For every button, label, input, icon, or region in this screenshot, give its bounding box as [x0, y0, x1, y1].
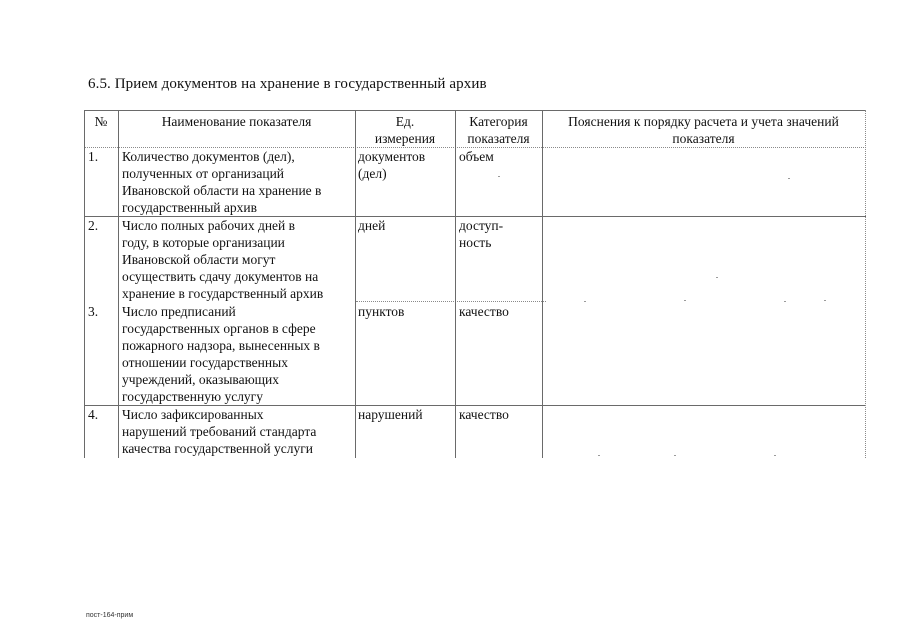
- row4-name-line: нарушений требований стандарта: [122, 424, 317, 439]
- row2-unit: [358, 217, 385, 234]
- col-name-divider: [355, 110, 356, 458]
- row1-name-line: Количество документов (дел),: [122, 149, 295, 164]
- row2-name-line: году, в которые организации: [122, 235, 285, 250]
- row3-name-line: учреждений, оказывающих: [122, 372, 280, 387]
- row2-number: 2.: [88, 218, 99, 233]
- row2-name: [122, 217, 355, 302]
- row3-unit-line: пунктов: [358, 304, 405, 319]
- row1-unit-line: (дел): [358, 166, 387, 181]
- row4-name-line: Число зафиксированных: [122, 407, 264, 422]
- row2-name-line: Ивановской области могут: [122, 252, 276, 267]
- row2-category: [459, 217, 503, 251]
- scan-speck: [498, 176, 500, 177]
- row4-number: 4.: [88, 407, 99, 422]
- section-heading: 6.5. Прием документов на хранение в государственный архив: [88, 76, 487, 92]
- row3-name-line: Число предписаний: [122, 304, 236, 319]
- row3-unit: [358, 303, 404, 320]
- row4-name: [122, 406, 355, 457]
- col-number-divider: [118, 110, 119, 458]
- header-unit: [355, 113, 455, 147]
- row3-name-line: отношении государственных: [122, 355, 288, 370]
- row2-name-line: Число полных рабочих дней в: [122, 218, 296, 233]
- row1-name-line: государственный архив: [122, 200, 257, 215]
- col-category-divider: [542, 110, 543, 458]
- row1-name-line: полученных от организаций: [122, 166, 285, 181]
- row1-category: [459, 148, 494, 165]
- footer-document-code: пост-164-прим: [86, 612, 134, 619]
- scan-speck: [774, 455, 776, 456]
- header-unit-line1: Ед.: [395, 114, 415, 129]
- row4-category: [459, 406, 509, 423]
- row1-unit-line: документов: [358, 149, 426, 164]
- row1-number: 1.: [88, 149, 99, 164]
- header-number: №: [94, 114, 108, 129]
- header-explanation-line1: Пояснения к порядку расчета и учета значений: [568, 114, 839, 129]
- row4-unit-line: нарушений: [358, 407, 423, 422]
- row3-category-line: качество: [459, 304, 509, 319]
- row4-category-line: качество: [459, 407, 509, 422]
- header-explanation-line2: показателя: [672, 131, 735, 146]
- row2-category-line: ность: [459, 235, 492, 250]
- left-border: [84, 110, 85, 458]
- indicators-table: [84, 110, 866, 458]
- row1-name-line: Ивановской области на хранение в: [122, 183, 322, 198]
- right-border: [865, 110, 866, 458]
- row4-name-line: качества государственной услуги: [122, 441, 313, 456]
- row3-category: [459, 303, 509, 320]
- scan-speck: [584, 301, 586, 302]
- scan-speck: [716, 277, 718, 278]
- row3-name-line: пожарного надзора, вынесенных в: [122, 338, 320, 353]
- header-name: Наименование показателя: [161, 114, 312, 129]
- row2-category-line: доступ-: [459, 218, 504, 233]
- header-unit-line2: измерения: [374, 131, 436, 146]
- scan-speck: [784, 301, 786, 302]
- row2-unit-line: дней: [358, 218, 386, 233]
- scan-speck: [684, 300, 686, 301]
- header-category-line1: Категория: [469, 114, 528, 129]
- row1-unit: [358, 148, 425, 182]
- header-category-line2: показателя: [467, 131, 530, 146]
- scan-speck: [598, 455, 600, 456]
- row1-category-line: объем: [459, 149, 494, 164]
- row1-name: [122, 148, 354, 216]
- row3-name-line: государственных органов в сфере: [122, 321, 316, 336]
- row2-divider: [356, 301, 546, 302]
- row3-name: [122, 303, 355, 405]
- row2-name-line: хранение в государственный архив: [122, 286, 324, 301]
- row4-unit: [358, 406, 423, 423]
- table-top-border: [84, 110, 866, 111]
- row2-name-line: осуществить сдачу документов на: [122, 269, 319, 284]
- row3-name-line: государственную услугу: [122, 389, 263, 404]
- header-category: [455, 113, 542, 147]
- scan-speck: [674, 455, 676, 456]
- row3-number: 3.: [88, 304, 99, 319]
- scan-speck: [788, 178, 790, 179]
- col-unit-divider: [455, 110, 456, 458]
- header-explanation: [542, 113, 865, 147]
- scan-speck: [824, 300, 826, 301]
